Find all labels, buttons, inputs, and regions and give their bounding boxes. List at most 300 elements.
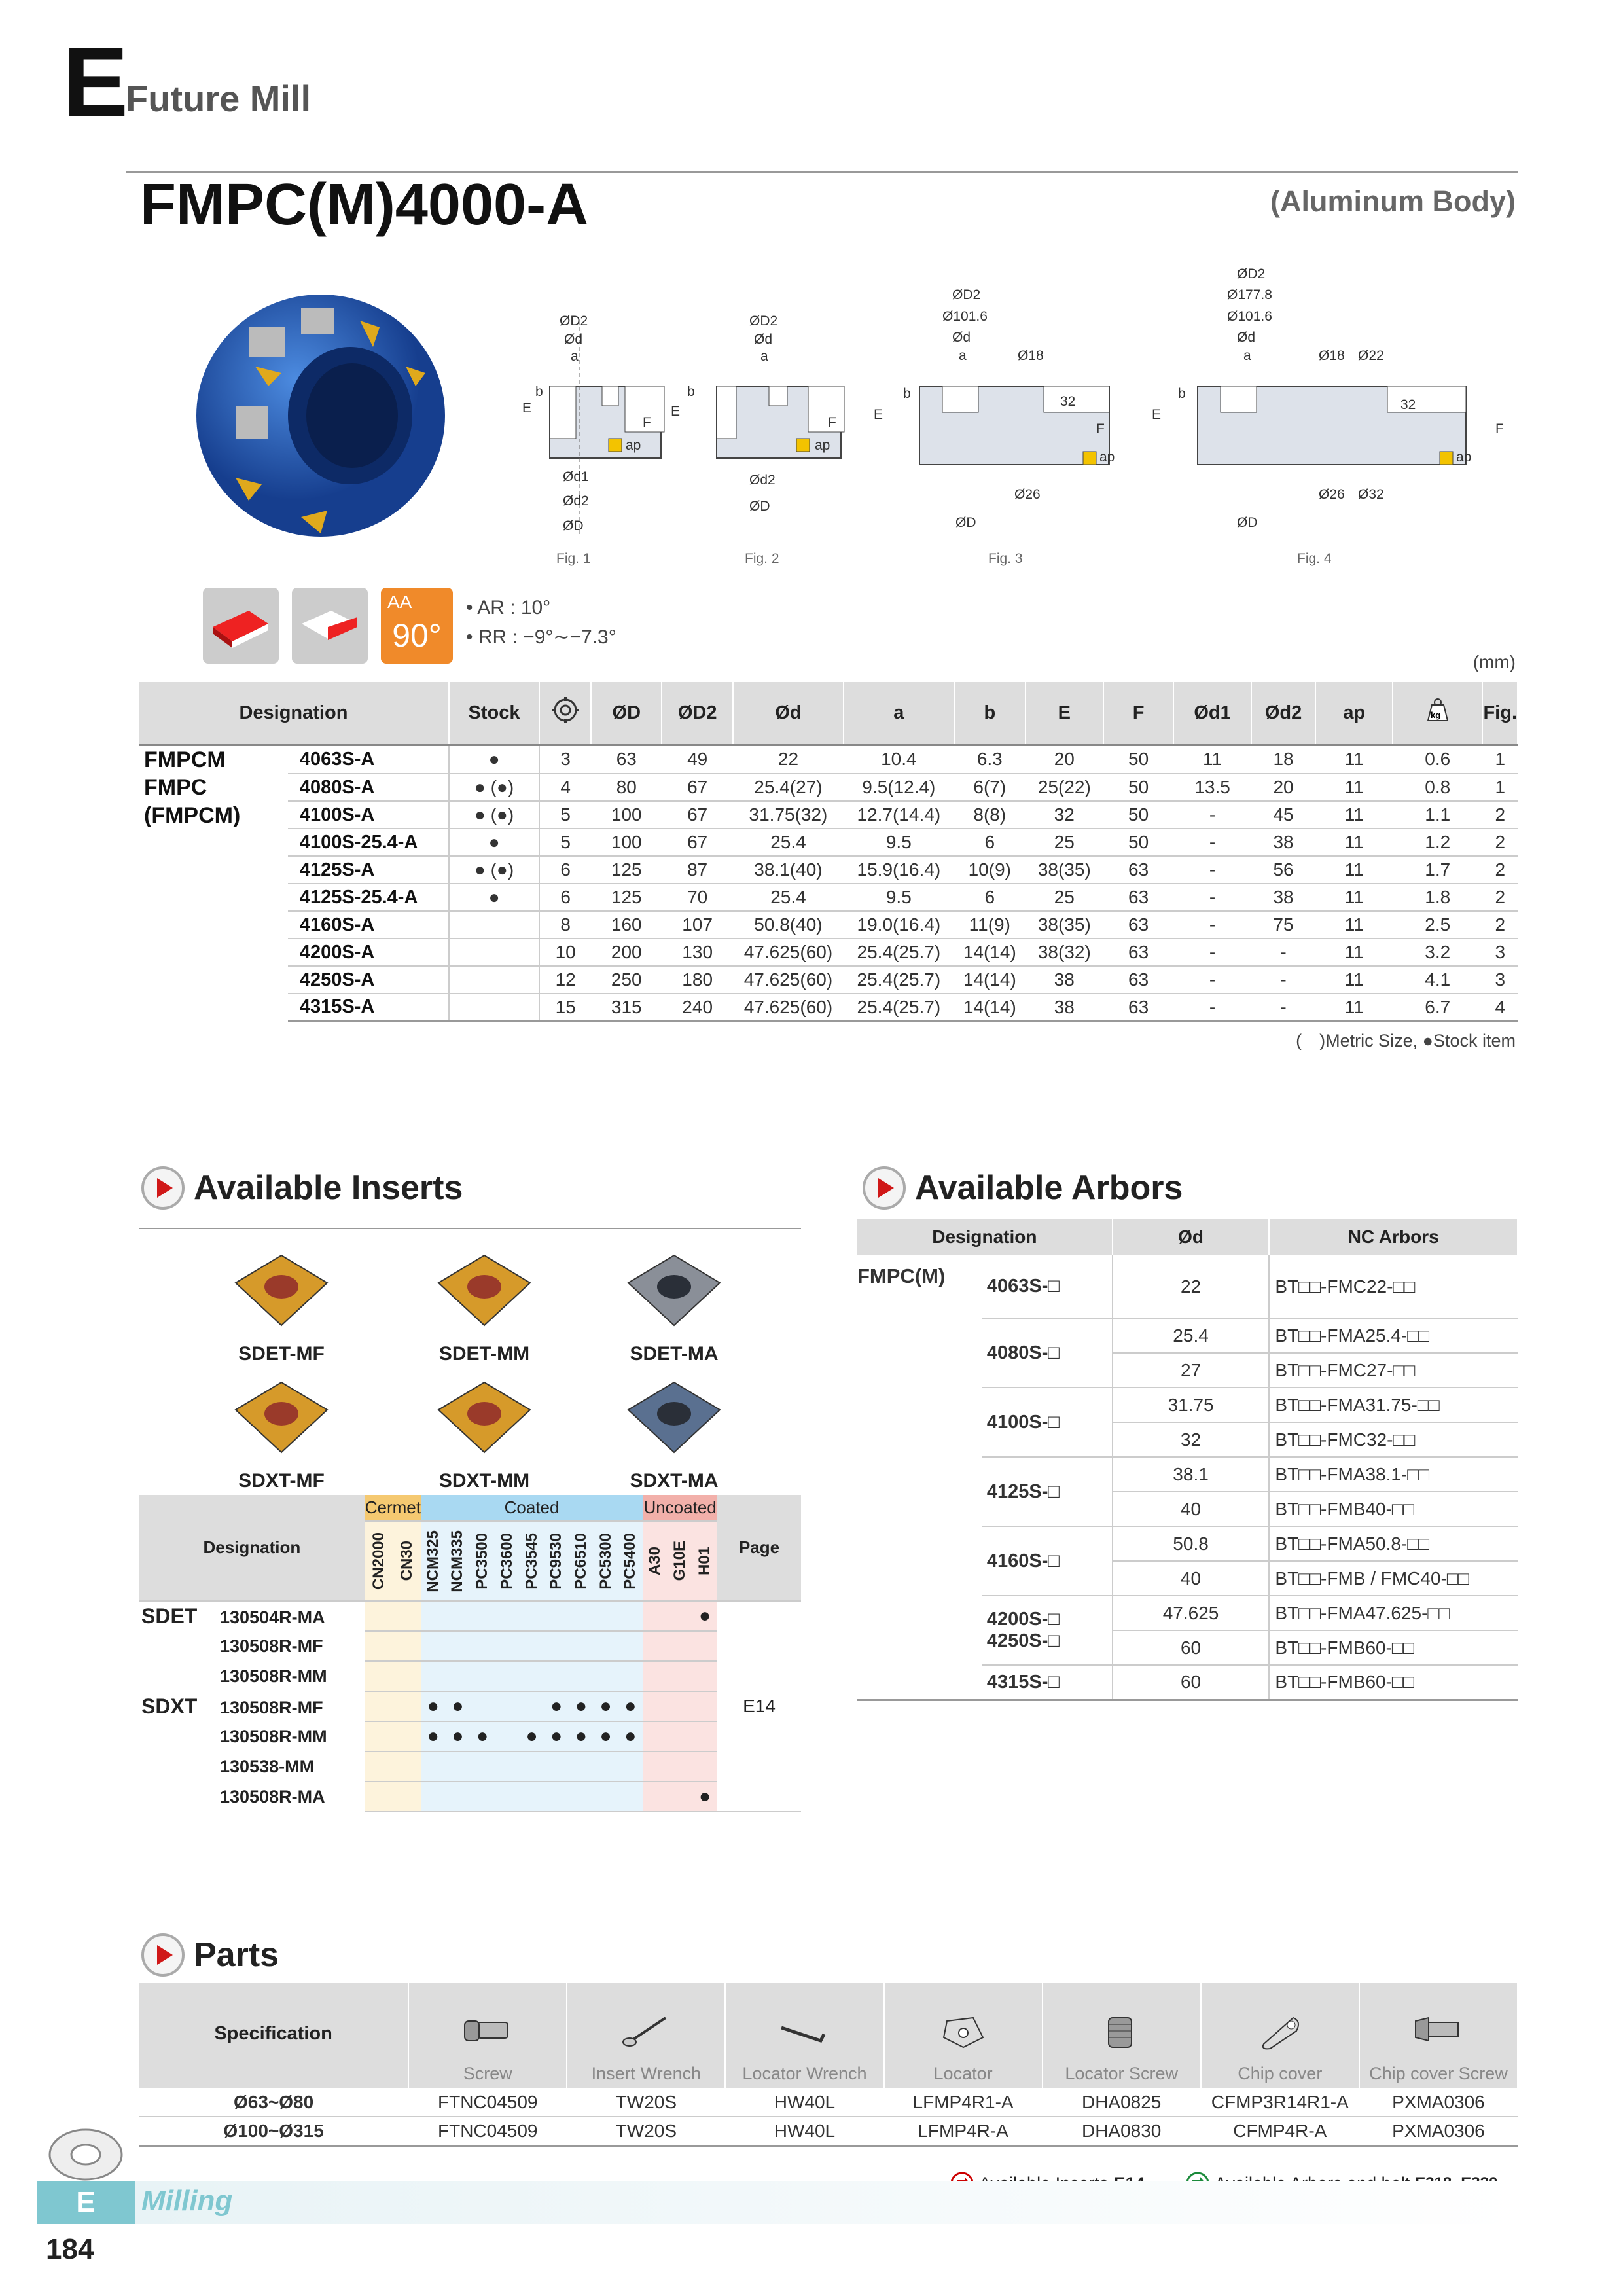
dimension-figures [471, 262, 1518, 576]
grade-name: PC9530 [544, 1521, 569, 1601]
grade-row [139, 1691, 801, 1721]
spec-cell: 38(32) [1026, 939, 1103, 966]
spec-cell: 2 [1482, 911, 1518, 939]
fig4-26: Ø26 [1319, 487, 1345, 502]
grade-mark [692, 1631, 717, 1661]
fig4-F: F [1495, 422, 1504, 437]
arbor-designation: 4125S-□ [982, 1457, 1113, 1526]
grade-mark [421, 1601, 446, 1631]
grade-mark [446, 1601, 471, 1631]
section-arrow-icon [863, 1166, 906, 1210]
section-arrow-icon [141, 1933, 185, 1977]
grade-mark [668, 1721, 692, 1751]
fig2-caption: Fig. 2 [745, 551, 779, 566]
grade-designation-cell: 130508R-MA [220, 1787, 325, 1806]
grade-cermet: Cermet [365, 1495, 421, 1521]
grade-mark [365, 1601, 393, 1631]
spec-cell: 1 [1482, 774, 1518, 801]
grade-mark [618, 1661, 643, 1691]
fig4-b: b [1178, 386, 1186, 401]
grade-mark [393, 1721, 421, 1751]
spec-note: ( )Metric Size, ●Stock item [1296, 1031, 1516, 1050]
spec-cell: - [1173, 994, 1251, 1021]
grade-mark [668, 1782, 692, 1812]
spec-cell: 315 [591, 994, 662, 1021]
grade-mark [643, 1691, 668, 1721]
grade-mark: ● [446, 1721, 471, 1751]
spec-cell: 31.75(32) [733, 801, 844, 829]
spec-cell: 67 [662, 774, 733, 801]
grade-mark [668, 1661, 692, 1691]
spec-cell: 11 [1315, 939, 1393, 966]
model-name: FMPC(M)4000-A [140, 172, 589, 238]
grade-mark [692, 1661, 717, 1691]
spec-cell: 100 [591, 801, 662, 829]
fig1-ap: ap [626, 438, 641, 453]
grade-mark [520, 1751, 544, 1782]
insert-label: SDXT-MA [630, 1470, 719, 1492]
arbor-nc: BT□□-FMA25.4-□□ [1269, 1318, 1518, 1353]
arbor-nc: BT□□-FMA38.1-□□ [1269, 1457, 1518, 1492]
spec-cell: 130 [662, 939, 733, 966]
spec-cell: 63 [1103, 994, 1174, 1021]
fig1-D2: ØD2 [560, 314, 588, 329]
grade-designation: Designation [139, 1495, 365, 1601]
grade-mark [594, 1631, 618, 1661]
arbors-title: Available Arbors [863, 1166, 1183, 1210]
grade-mark [470, 1661, 495, 1691]
grade-mark: ● [569, 1721, 594, 1751]
fig2-E: E [671, 404, 681, 419]
grade-mark [365, 1721, 393, 1751]
grade-designation-cell: 130508R-MM [220, 1666, 327, 1686]
parts-title: Parts [141, 1933, 279, 1977]
spec-cell: 0.6 [1393, 745, 1482, 774]
arb-col-nc: NC Arbors [1269, 1219, 1518, 1255]
arbor-d: 31.75 [1113, 1388, 1270, 1422]
spec-cell: 11 [1315, 856, 1393, 884]
parts-cell: LFMP4R1-A [884, 2088, 1043, 2117]
grade-name: PC3545 [520, 1521, 544, 1601]
parts-col-label: Insert Wrench [591, 2064, 702, 2083]
spec-cell: 38.1(40) [733, 856, 844, 884]
spec-cell: 25.4(25.7) [844, 994, 954, 1021]
spec-cell: 38(35) [1026, 856, 1103, 884]
grade-mark [520, 1631, 544, 1661]
spec-cell: 6.3 [954, 745, 1026, 774]
badge-angle: 90° [392, 617, 442, 654]
arbor-d: 40 [1113, 1561, 1270, 1596]
parts-col-label: Locator Screw [1065, 2064, 1178, 2083]
grade-mark [594, 1751, 618, 1782]
grade-mark [421, 1782, 446, 1812]
fig2-d: Ød [754, 332, 773, 347]
col-a: a [844, 682, 954, 745]
grade-mark [495, 1601, 520, 1631]
fig1-b: b [535, 384, 543, 399]
spec-cell: 63 [1103, 884, 1174, 911]
spec-cell: 2 [1482, 884, 1518, 911]
insert-image [223, 1244, 340, 1342]
spec-row [139, 856, 1518, 884]
spec-cell: 11 [1173, 745, 1251, 774]
spec-cell: 6.7 [1393, 994, 1482, 1021]
spec-cell: 56 [1251, 856, 1316, 884]
grade-mark [365, 1782, 393, 1812]
arbor-nc: BT□□-FMB60-□□ [1269, 1630, 1518, 1665]
rake-angle-rr: • RR : −9°∼−7.3° [466, 626, 616, 648]
spec-cell: 3 [539, 745, 591, 774]
grade-mark [365, 1661, 393, 1691]
grade-mark: ● [421, 1691, 446, 1721]
arbor-d: 50.8 [1113, 1526, 1270, 1561]
parts-col-label: Chip cover [1238, 2064, 1323, 2083]
spec-cell: - [1173, 966, 1251, 994]
grade-name: PC5300 [594, 1521, 618, 1601]
grade-name: PC3600 [495, 1521, 520, 1601]
grade-name: CN2000 [365, 1521, 393, 1601]
arbor-nc: BT□□-FMB / FMC40-□□ [1269, 1561, 1518, 1596]
spec-cell: 12.7(14.4) [844, 801, 954, 829]
spec-row [139, 774, 1518, 801]
spec-cell: 47.625(60) [733, 994, 844, 1021]
unit-label: (mm) [1472, 652, 1516, 672]
spec-cell: 38 [1251, 829, 1316, 856]
arbor-designation: 4315S-□ [982, 1665, 1113, 1700]
arbor-designation: 4160S-□ [982, 1526, 1113, 1596]
arbor-d: 40 [1113, 1492, 1270, 1526]
spec-cell: ● [449, 829, 539, 856]
parts-cell: HW40L [725, 2088, 883, 2117]
fig3-18: Ø18 [1018, 348, 1044, 363]
spec-cell: 10 [539, 939, 591, 966]
grade-designation-cell: 130538-MM [220, 1757, 315, 1776]
grade-mark [495, 1782, 520, 1812]
col-D: ØD [591, 682, 662, 745]
application-icon-shoulder [292, 588, 368, 664]
grade-mark [520, 1782, 544, 1812]
arbor-nc: BT□□-FMA31.75-□□ [1269, 1388, 1518, 1422]
spec-cell [449, 911, 539, 939]
grade-row [139, 1601, 801, 1631]
spec-cell: 25.4 [733, 829, 844, 856]
grade-mark [520, 1661, 544, 1691]
insert-image [223, 1371, 340, 1469]
parts-col [1359, 1983, 1518, 2088]
grade-mark [470, 1631, 495, 1661]
parts-cell: TW20S [567, 2088, 725, 2117]
spec-cell: 4100S-A [288, 801, 449, 829]
grade-mark [643, 1721, 668, 1751]
spec-cell: 25.4(27) [733, 774, 844, 801]
fig4-caption: Fig. 4 [1297, 551, 1332, 566]
spec-cell: 19.0(16.4) [844, 911, 954, 939]
part-icon [1402, 2008, 1474, 2057]
spec-cell: 63 [1103, 911, 1174, 939]
spec-cell: 11 [1315, 994, 1393, 1021]
spec-cell: - [1173, 829, 1251, 856]
fig1-d1: Ød1 [563, 469, 589, 484]
spec-cell: 11 [1315, 829, 1393, 856]
spec-row [139, 911, 1518, 939]
fig4-d: Ød [1237, 330, 1256, 345]
grade-mark [495, 1661, 520, 1691]
arbor-designation: 4100S-□ [982, 1388, 1113, 1457]
spec-cell: 47.625(60) [733, 939, 844, 966]
spec-cell: 14(14) [954, 966, 1026, 994]
spec-group-line: FMPC [144, 775, 207, 800]
grade-mark [618, 1631, 643, 1661]
spec-cell [449, 939, 539, 966]
fig4-D2: ØD2 [1237, 266, 1266, 281]
arbor-nc: BT□□-FMA50.8-□□ [1269, 1526, 1518, 1561]
spec-cell: ● [449, 745, 539, 774]
parts-col-label: Locator [933, 2064, 993, 2083]
col-ap: ap [1315, 682, 1393, 745]
parts-col [1201, 1983, 1359, 2088]
grade-mark [421, 1751, 446, 1782]
spec-cell: 125 [591, 884, 662, 911]
insert-label: SDXT-MF [238, 1470, 325, 1492]
parts-col [725, 1983, 883, 2088]
spec-cell: 11 [1315, 774, 1393, 801]
fig1-caption: Fig. 1 [556, 551, 591, 566]
col-b: b [954, 682, 1026, 745]
spec-cell: 14(14) [954, 939, 1026, 966]
part-icon [1244, 2008, 1316, 2057]
fig3-b: b [903, 386, 911, 401]
spec-cell: 1.2 [1393, 829, 1482, 856]
spec-row [139, 745, 1518, 774]
arb-col-d: Ød [1113, 1219, 1270, 1255]
grade-mark [446, 1631, 471, 1661]
grade-mark [692, 1751, 717, 1782]
col-weight-icon [1393, 682, 1482, 745]
part-icon [768, 2008, 840, 2057]
grade-mark [495, 1721, 520, 1751]
fig3-F: F [1096, 422, 1105, 437]
grade-designation-cell: SDET 130504R-MA [141, 1604, 325, 1628]
grade-mark [594, 1661, 618, 1691]
col-d: Ød [733, 682, 844, 745]
spec-cell: 4.1 [1393, 966, 1482, 994]
spec-cell: 13.5 [1173, 774, 1251, 801]
spec-cell: 240 [662, 994, 733, 1021]
grade-mark [446, 1751, 471, 1782]
fig4-101: Ø101.6 [1227, 309, 1272, 324]
part-icon [927, 2008, 999, 2057]
spec-cell: 25(22) [1026, 774, 1103, 801]
parts-cell: DHA0830 [1043, 2117, 1201, 2145]
grade-mark [421, 1661, 446, 1691]
arbor-d: 25.4 [1113, 1318, 1270, 1353]
spec-cell: 1 [1482, 745, 1518, 774]
spec-cell: - [1173, 911, 1251, 939]
spec-cell: 180 [662, 966, 733, 994]
spec-cell: 38 [1026, 966, 1103, 994]
spec-cell: 4 [1482, 994, 1518, 1021]
parts-row [139, 2117, 1518, 2145]
spec-cell: 11(9) [954, 911, 1026, 939]
grade-mark [393, 1661, 421, 1691]
spec-cell: 160 [591, 911, 662, 939]
parts-spec-label: Specification [139, 1983, 408, 2088]
spec-cell: 25.4(25.7) [844, 966, 954, 994]
section-title: Future Mill [126, 78, 312, 119]
fig3-D: ØD [955, 515, 976, 530]
grade-mark [594, 1601, 618, 1631]
grade-mark [544, 1601, 569, 1631]
spec-cell: 15 [539, 994, 591, 1021]
arbor-d: 38.1 [1113, 1457, 1270, 1492]
spec-cell [449, 994, 539, 1021]
spec-cell: 80 [591, 774, 662, 801]
spec-cell: 4125S-25.4-A [288, 884, 449, 911]
fig3-d: Ød [952, 330, 971, 345]
spec-cell: 50 [1103, 829, 1174, 856]
grade-mark [365, 1751, 393, 1782]
spec-cell: 63 [591, 745, 662, 774]
grade-mark [643, 1751, 668, 1782]
insert-label: SDXT-MM [438, 1470, 530, 1492]
spec-cell: 4250S-A [288, 966, 449, 994]
grade-page: Page [717, 1495, 801, 1601]
fig3-ap: ap [1099, 450, 1115, 465]
spec-cell: 3.2 [1393, 939, 1482, 966]
grade-mark [643, 1601, 668, 1631]
spec-cell: 2 [1482, 829, 1518, 856]
spec-cell: 9.5 [844, 829, 954, 856]
grade-mark [470, 1782, 495, 1812]
footer-tab: E [37, 2181, 135, 2224]
spec-cell: 25 [1026, 829, 1103, 856]
parts-cell: DHA0825 [1043, 2088, 1201, 2117]
spec-cell: - [1173, 856, 1251, 884]
grade-mark [495, 1631, 520, 1661]
spec-row [139, 966, 1518, 994]
arbor-nc: BT□□-FMC22-□□ [1269, 1255, 1518, 1318]
page-number: 184 [46, 2233, 94, 2265]
grade-mark [692, 1691, 717, 1721]
parts-col-label: Screw [463, 2064, 512, 2083]
fig1-D: ØD [563, 518, 584, 533]
fig4-32b: Ø32 [1358, 487, 1384, 502]
col-designation: Designation [139, 682, 449, 745]
grade-mark: ● [692, 1782, 717, 1812]
spec-cell: 38 [1251, 884, 1316, 911]
parts-cell: FTNC04509 [408, 2088, 567, 2117]
col-D2: ØD2 [662, 682, 733, 745]
grade-mark [520, 1601, 544, 1631]
grade-name: A30 [643, 1521, 668, 1601]
grade-mark [668, 1691, 692, 1721]
arbor-d: 47.625 [1113, 1596, 1270, 1630]
grade-mark [421, 1631, 446, 1661]
arbor-nc: BT□□-FMC27-□□ [1269, 1353, 1518, 1388]
grade-name: CN30 [393, 1521, 421, 1601]
insert-image [425, 1244, 543, 1342]
grade-mark [668, 1751, 692, 1782]
spec-cell: - [1173, 884, 1251, 911]
spec-cell: 18 [1251, 745, 1316, 774]
grade-mark [668, 1631, 692, 1661]
grade-mark [365, 1631, 393, 1661]
spec-cell: 70 [662, 884, 733, 911]
footer-bar [135, 2181, 1518, 2224]
spec-cell: 3 [1482, 939, 1518, 966]
arbor-group: FMPC(M) [857, 1255, 982, 1700]
spec-cell: 6(7) [954, 774, 1026, 801]
spec-cell: 20 [1251, 774, 1316, 801]
fig3-D2: ØD2 [952, 287, 981, 302]
grade-coated: Coated [421, 1495, 643, 1521]
spec-cell: 4 [539, 774, 591, 801]
footer-cutter-icon [43, 2123, 128, 2181]
spec-cell: 250 [591, 966, 662, 994]
fig2-b: b [687, 384, 695, 399]
parts-col [408, 1983, 567, 2088]
arbor-row [857, 1255, 1518, 1318]
fig4-D: ØD [1237, 515, 1258, 530]
part-icon [452, 2008, 524, 2057]
spec-cell: 15.9(16.4) [844, 856, 954, 884]
approach-angle-badge [381, 588, 453, 664]
grade-mark: ● [594, 1691, 618, 1721]
spec-cell: 125 [591, 856, 662, 884]
spec-cell: 2.5 [1393, 911, 1482, 939]
spec-table [139, 682, 1518, 1022]
spec-cell: 6 [539, 884, 591, 911]
arbor-nc: BT□□-FMC32-□□ [1269, 1422, 1518, 1457]
col-d2: Ød2 [1251, 682, 1316, 745]
grade-mark [446, 1661, 471, 1691]
spec-cell: 100 [591, 829, 662, 856]
fig4-ap: ap [1456, 450, 1472, 465]
grade-mark [544, 1661, 569, 1691]
grade-mark [393, 1691, 421, 1721]
fig2-ap: ap [815, 438, 830, 453]
spec-cell: 32 [1026, 801, 1103, 829]
grade-mark [643, 1782, 668, 1812]
spec-cell: 5 [539, 829, 591, 856]
cutter-image [183, 275, 458, 550]
badge-label: AA [387, 592, 412, 612]
arbor-d: 60 [1113, 1630, 1270, 1665]
spec-cell: 9.5 [844, 884, 954, 911]
spec-cell: 3 [1482, 966, 1518, 994]
spec-row [139, 994, 1518, 1021]
grade-name: PC3500 [470, 1521, 495, 1601]
spec-cell: 11 [1315, 966, 1393, 994]
fig4-177: Ø177.8 [1227, 287, 1272, 302]
grade-mark: ● [618, 1691, 643, 1721]
grade-mark [643, 1631, 668, 1661]
col-d1: Ød1 [1173, 682, 1251, 745]
spec-cell: 50.8(40) [733, 911, 844, 939]
grade-mark [618, 1782, 643, 1812]
spec-cell: 6 [954, 884, 1026, 911]
spec-row [139, 939, 1518, 966]
grade-page-cell: E14 [717, 1601, 801, 1812]
arb-col-designation: Designation [857, 1219, 1113, 1255]
spec-group-line: (FMPCM) [144, 802, 241, 828]
grade-mark [618, 1601, 643, 1631]
spec-cell: 38(35) [1026, 911, 1103, 939]
grade-mark [643, 1661, 668, 1691]
grade-mark [668, 1601, 692, 1631]
grade-mark: ● [421, 1721, 446, 1751]
insert-label: SDET-MM [438, 1343, 530, 1365]
